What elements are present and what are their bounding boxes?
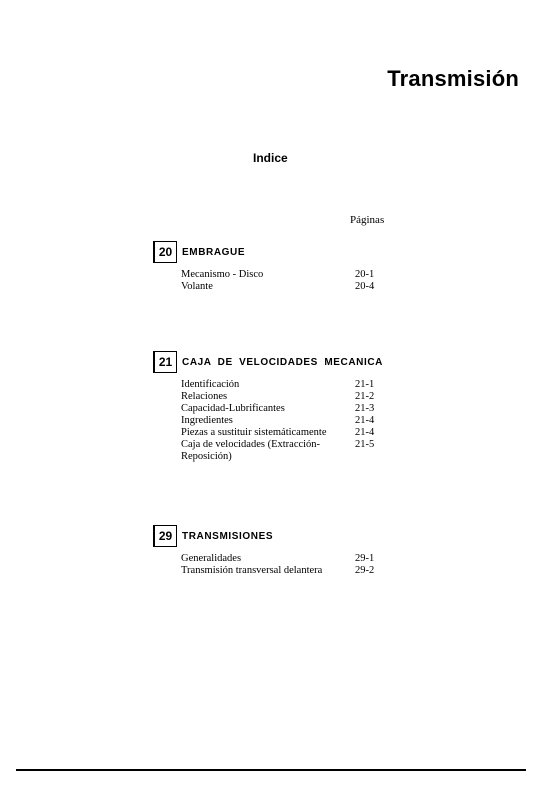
- list-item: [181, 391, 413, 403]
- entry-label: Piezas a sustituir sistemáticamente: [181, 427, 327, 438]
- entry-list: [181, 379, 413, 463]
- entry-page: 21-5: [355, 439, 375, 450]
- section-title: EMBRAGUE: [182, 246, 246, 258]
- entry-page: 29-2: [355, 565, 375, 576]
- entry-page: 20-4: [355, 281, 375, 292]
- list-item: [181, 403, 413, 415]
- list-item: [181, 415, 413, 427]
- section-title: CAJA DE VELOCIDADES MECANICA: [182, 356, 383, 368]
- entry-page: 21-4: [355, 427, 375, 438]
- list-item: [181, 565, 413, 577]
- pages-column-label: Páginas: [350, 214, 385, 226]
- entry-page: 21-2: [355, 391, 375, 402]
- list-item: [181, 427, 413, 439]
- entry-label: Identificación: [181, 379, 240, 390]
- index-heading: Indice: [253, 151, 288, 165]
- entry-page: 21-1: [355, 379, 375, 390]
- section-21: [153, 350, 413, 463]
- page-title: Transmisión: [387, 66, 519, 91]
- section-number-box: 21: [153, 351, 177, 373]
- section-20: [153, 240, 413, 293]
- entry-list: [181, 553, 413, 577]
- entry-label: Caja de velocidades (Extracción-Reposición): [181, 439, 321, 462]
- entry-page: 29-1: [355, 553, 375, 564]
- section-29: [153, 524, 413, 577]
- section-title: TRANSMISIONES: [182, 530, 274, 542]
- section-header: [153, 350, 413, 374]
- section-number-box: 29: [153, 525, 177, 547]
- section-header: [153, 240, 413, 264]
- entry-label: Relaciones: [181, 391, 228, 402]
- entry-page: 21-3: [355, 403, 375, 414]
- entry-label: Transmisión transversal delantera: [181, 565, 323, 576]
- entry-label: Ingredientes: [181, 415, 233, 426]
- list-item: [181, 553, 413, 565]
- entry-page: 20-1: [355, 269, 375, 280]
- section-header: [153, 524, 413, 548]
- entry-label: Capacidad-Lubrificantes: [181, 403, 285, 414]
- entry-list: [181, 269, 413, 293]
- list-item: [181, 439, 413, 463]
- section-number-box: 20: [153, 241, 177, 263]
- list-item: [181, 379, 413, 391]
- entry-label: Volante: [181, 281, 213, 292]
- entry-page: 21-4: [355, 415, 375, 426]
- list-item: [181, 269, 413, 281]
- footer-divider: [16, 769, 526, 771]
- entry-label: Mecanismo - Disco: [181, 269, 264, 280]
- entry-label: Generalidades: [181, 553, 242, 564]
- list-item: [181, 281, 413, 293]
